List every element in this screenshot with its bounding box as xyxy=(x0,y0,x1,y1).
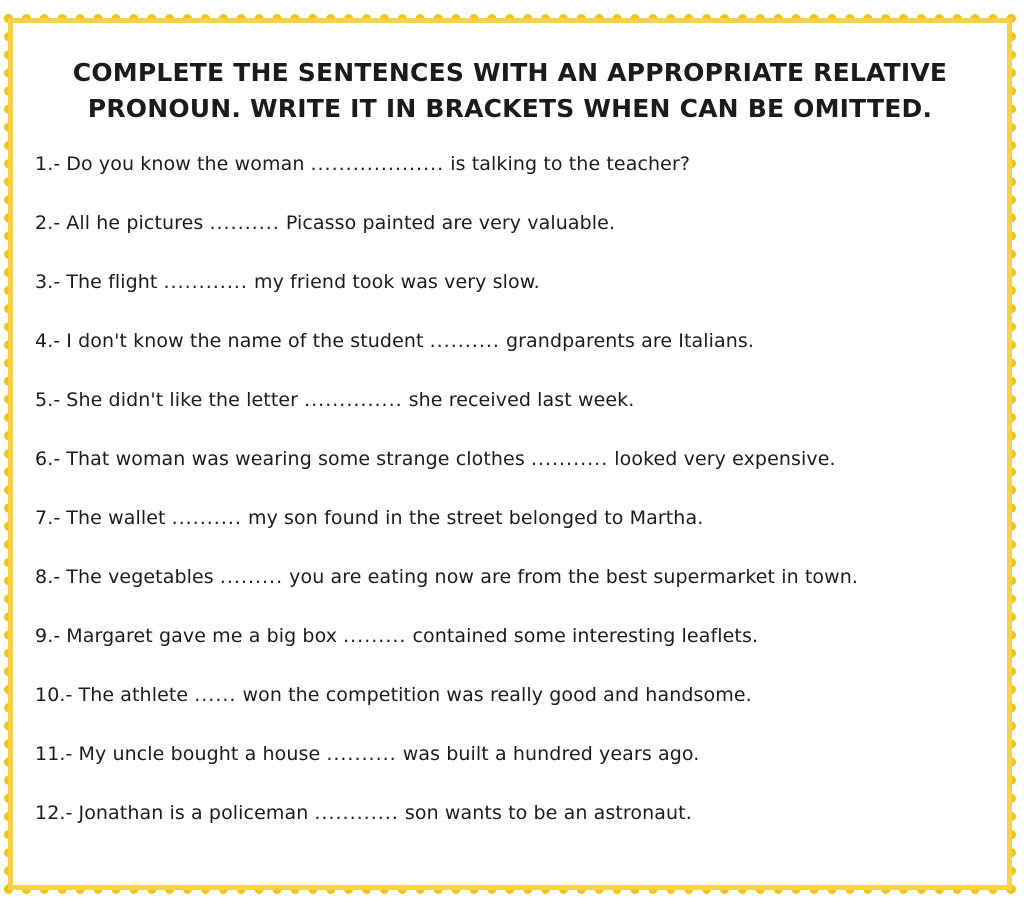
sentence-text-before: The athlete xyxy=(78,684,189,706)
sentence-text-before: The flight xyxy=(66,271,158,293)
sentence-blank: ............ xyxy=(163,271,248,293)
sentence-text-after: contained some interesting leaflets. xyxy=(412,625,759,647)
sentence-6 xyxy=(35,448,995,507)
sentence-blank: .......... xyxy=(171,507,242,529)
title-line-2: PRONOUN. WRITE IT IN BRACKETS WHEN CAN BE OMITTED. xyxy=(87,94,933,123)
sentence-number: 7.- xyxy=(35,507,61,529)
sentence-3 xyxy=(35,271,995,330)
sentence-blank: ......... xyxy=(219,566,284,588)
sentence-number: 4.- xyxy=(35,330,61,352)
sentence-blank: .......... xyxy=(326,743,397,765)
sentence-list xyxy=(35,153,995,861)
sentence-12 xyxy=(35,802,995,861)
sentence-text-after: won the competition was really good and handsome. xyxy=(242,684,752,706)
sentence-text-before: Margaret gave me a big box xyxy=(66,625,338,647)
sentence-blank: .......... xyxy=(209,212,280,234)
sentence-number: 8.- xyxy=(35,566,61,588)
sentence-number: 1.- xyxy=(35,153,61,175)
sentence-blank: ...... xyxy=(194,684,237,706)
sentence-number: 10.- xyxy=(35,684,73,706)
sentence-blank: .......... xyxy=(429,330,500,352)
sentence-1 xyxy=(35,153,995,212)
sentence-number: 3.- xyxy=(35,271,61,293)
sentence-blank: ................... xyxy=(310,153,445,175)
sentence-text-after: she received last week. xyxy=(408,389,635,411)
sentence-blank: ........... xyxy=(530,448,609,470)
worksheet-content xyxy=(25,35,995,873)
sentence-text-before: My uncle bought a house xyxy=(78,743,321,765)
sentence-text-before: Jonathan is a policeman xyxy=(78,802,309,824)
sentence-text-after: looked very expensive. xyxy=(614,448,836,470)
sentence-8 xyxy=(35,566,995,625)
sentence-text-after: Picasso painted are very valuable. xyxy=(285,212,616,234)
sentence-number: 5.- xyxy=(35,389,61,411)
sentence-10 xyxy=(35,684,995,743)
sentence-text-before: That woman was wearing some strange clothes xyxy=(66,448,525,470)
sentence-text-before: The vegetables xyxy=(66,566,214,588)
sentence-text-after: grandparents are Italians. xyxy=(505,330,755,352)
sentence-blank: .............. xyxy=(304,389,403,411)
sentence-number: 12.- xyxy=(35,802,73,824)
worksheet-border xyxy=(4,14,1016,894)
sentence-5 xyxy=(35,389,995,448)
sentence-text-after: my son found in the street belonged to Martha. xyxy=(247,507,704,529)
worksheet-title xyxy=(25,55,995,127)
sentence-text-before: She didn't like the letter xyxy=(66,389,299,411)
sentence-9 xyxy=(35,625,995,684)
sentence-blank: ......... xyxy=(343,625,407,647)
sentence-11 xyxy=(35,743,995,802)
sentence-text-before: The wallet xyxy=(66,507,166,529)
sentence-2 xyxy=(35,212,995,271)
sentence-number: 6.- xyxy=(35,448,61,470)
sentence-text-before: Do you know the woman xyxy=(66,153,305,175)
sentence-number: 2.- xyxy=(35,212,61,234)
sentence-text-before: I don't know the name of the student xyxy=(66,330,424,352)
sentence-text-after: was built a hundred years ago. xyxy=(402,743,700,765)
sentence-text-after: you are eating now are from the best supermarket in town. xyxy=(289,566,859,588)
sentence-text-before: All he pictures xyxy=(66,212,204,234)
sentence-text-after: son wants to be an astronaut. xyxy=(404,802,692,824)
sentence-blank: ............ xyxy=(314,802,399,824)
sentence-4 xyxy=(35,330,995,389)
sentence-text-after: my friend took was very slow. xyxy=(253,271,540,293)
title-line-1: COMPLETE THE SENTENCES WITH AN APPROPRIATE RELATIVE xyxy=(72,58,948,87)
sentence-number: 11.- xyxy=(35,743,73,765)
sentence-number: 9.- xyxy=(35,625,61,647)
sentence-7 xyxy=(35,507,995,566)
sentence-text-after: is talking to the teacher? xyxy=(450,153,691,175)
